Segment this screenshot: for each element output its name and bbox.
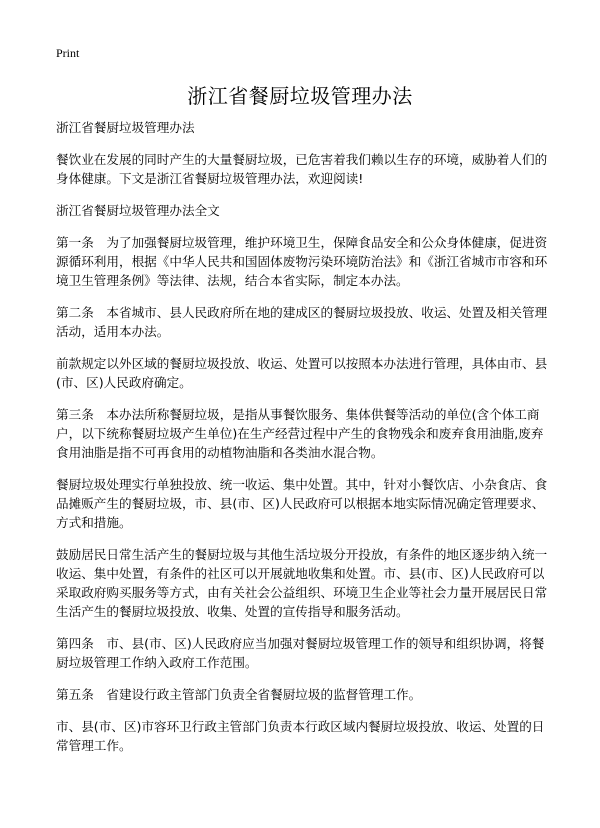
fulltext-heading: 浙江省餐厨垃圾管理办法全文 [56, 203, 220, 218]
article-2-clause: 前款规定以外区域的餐厨垃圾投放、收运、处置可以按照本办法进行管理，具体由市、县(市、区)人民政府确定。 [56, 356, 548, 390]
intro-paragraph: 餐饮业在发展的同时产生的大量餐厨垃圾，已危害着我们赖以生存的环境，威胁着人们的身体健康。下文是浙江省餐厨垃圾管理办法，欢迎阅读! [56, 152, 548, 186]
article-5: 第五条 省建设行政主管部门负责全省餐厨垃圾的监督管理工作。 [56, 687, 422, 702]
article-subtitle: 浙江省餐厨垃圾管理办法 [56, 120, 195, 135]
article-2: 第二条 本省城市、县人民政府所在地的建成区的餐厨垃圾投放、收运、处置及相关管理活动，适用本办法。 [56, 305, 548, 339]
article-4: 第四条 市、县(市、区)人民政府应当加强对餐厨垃圾管理工作的领导和组织协调，将餐厨垃圾管理工作纳入政府工作范围。 [56, 636, 545, 670]
article-1: 第一条 为了加强餐厨垃圾管理，维护环境卫生，保障食品安全和公众身体健康，促进资源循环利用，根据《中华人民共和国固体废物污染环境防治法》和《浙江省城市市容和环境卫生管理条例》等法律、法规，结合本省实际，制定本办法。 [56, 235, 548, 288]
article-3-clause-2: 鼓励居民日常生活产生的餐厨垃圾与其他生活垃圾分开投放，有条件的地区逐步纳入统一收运、集中处置，有条件的社区可以开展就地收集和处置。市、县(市、区)人民政府可以采取政府购买服务等方式，由有关社会公益组织、环境卫生企业等社会力量开展居民日常生活产生的餐厨垃圾投放、收集、处置的宣传指导和服务活动。 [56, 547, 548, 619]
article-body [56, 118, 556, 768]
page-title: 浙江省餐厨垃圾管理办法 [187, 84, 413, 108]
article-5-clause: 市、县(市、区)市容环卫行政主管部门负责本行政区域内餐厨垃圾投放、收运、处置的日常管理工作。 [56, 719, 545, 753]
article-3-clause-1: 餐厨垃圾处理实行单独投放、统一收运、集中处置。其中，针对小餐饮店、小杂食店、食品摊贩产生的餐厨垃圾，市、县(市、区)人民政府可以根据本地实际情况确定管理要求、方式和措施。 [56, 477, 548, 530]
print-link[interactable]: Print [56, 46, 80, 60]
article-3: 第三条 本办法所称餐厨垃圾，是指从事餐饮服务、集体供餐等活动的单位(含个体工商户，以下统称餐厨垃圾产生单位)在生产经营过程中产生的食物残余和废弃食用油脂,废弃食用油脂是指不可再食用的动植物油脂和各类油水混合物。 [56, 407, 544, 460]
